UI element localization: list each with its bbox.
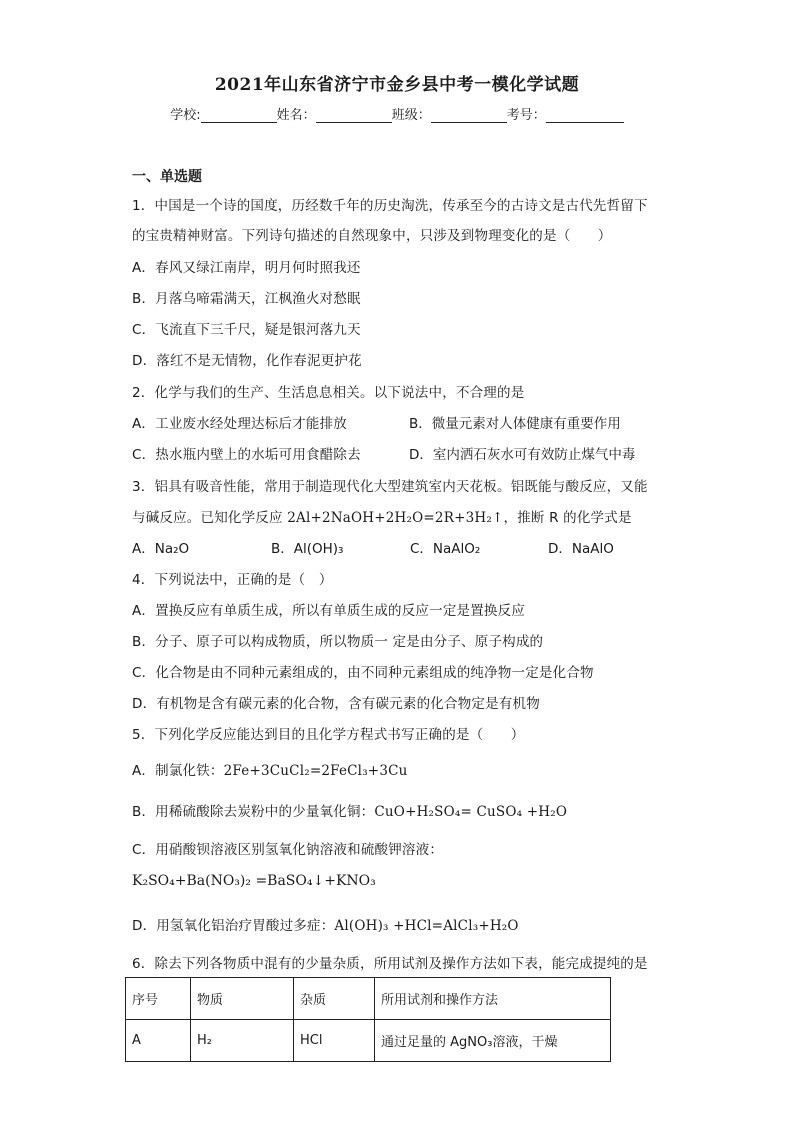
table-header-row <box>126 978 611 1020</box>
q3-equation: 2Al+2NaOH+2H₂O=2R+3H₂↑ <box>287 510 504 526</box>
table-header-cell: 物质 <box>191 978 294 1020</box>
q1-option-d: D．落红不是无情物，化作春泥更护花 <box>132 353 362 369</box>
q3-stem-line1: 3．铝具有吸音性能，常用于制造现代化大型建筑室内天花板。铝既能与酸反应，又能 <box>132 479 648 495</box>
purification-table <box>125 977 611 1062</box>
q3-stem-line2 <box>132 506 632 526</box>
q5-stem: 5．下列化学反应能达到目的且化学方程式书写正确的是（ ） <box>132 727 525 743</box>
q3-option-b: B．Al(OH)₃ <box>271 541 344 557</box>
table-cell: 通过足量的 AgNO₃溶液，干燥 <box>375 1020 611 1062</box>
table-cell: A <box>126 1020 191 1062</box>
q5-option-d-equation: Al(OH)₃ +HCl=AlCl₃+H₂O <box>334 918 519 934</box>
table-header-cell: 序号 <box>126 978 191 1020</box>
q5-option-a-equation: 2Fe+3CuCl₂=2FeCl₃+3Cu <box>223 763 408 779</box>
q2-option-b: B．微量元素对人体健康有重要作用 <box>409 416 621 432</box>
q3-stem-line2b: ，推断 R 的化学式是 <box>503 510 632 526</box>
class-label: 班级： <box>391 108 431 123</box>
table-header-cell: 杂质 <box>294 978 375 1020</box>
q3-option-d: D．NaAlO <box>548 541 614 557</box>
page-title: 2021年山东省济宁市金乡县中考一模化学试题 <box>214 75 580 95</box>
q4-stem: 4．下列说法中，正确的是（ ） <box>132 572 333 588</box>
q2-stem: 2．化学与我们的生产、生活息息相关。以下说法中，不合理的是 <box>132 385 525 401</box>
q5-option-c-label: C．用硝酸钡溶液区别氢氧化钠溶液和硫酸钾溶液： <box>132 842 444 858</box>
name-label: 姓名： <box>276 108 316 123</box>
q4-option-c: C．化合物是由不同种元素组成的，由不同种元素组成的纯净物一定是化合物 <box>132 665 594 681</box>
q5-option-a <box>132 759 408 779</box>
q4-option-a: A．置换反应有单质生成，所以有单质生成的反应一定是置换反应 <box>132 603 526 619</box>
q1-option-c: C．飞流直下三千尺，疑是银河落九天 <box>132 322 361 338</box>
table-cell: HCl <box>294 1020 375 1062</box>
q1-stem-line2: 的宝贵精神财富。下列诗句描述的自然现象中，只涉及到物理变化的是（ ） <box>132 228 612 244</box>
table-row <box>126 1020 611 1062</box>
q4-option-d: D．有机物是含有碳元素的化合物，含有碳元素的化合物定是有机物 <box>132 696 540 712</box>
name-blank <box>316 108 392 123</box>
q1-option-a: A．春风又绿江南岸，明月何时照我还 <box>132 260 361 276</box>
q5-option-b-equation: CuO+H₂SO₄= CuSO₄ +H₂O <box>374 804 568 820</box>
q1-option-b: B．月落乌啼霜满天，江枫渔火对愁眠 <box>132 291 361 307</box>
q5-option-b-label: B．用稀硫酸除去炭粉中的少量氧化铜： <box>132 804 375 820</box>
q5-option-d <box>132 914 519 934</box>
q5-option-a-label: A．制氯化铁： <box>132 763 224 779</box>
q4-option-b: B．分子、原子可以构成物质，所以物质一 定是由分子、原子构成的 <box>132 634 544 650</box>
section-heading: 一、单选题 <box>132 169 202 185</box>
q1-stem-line1: 1．中国是一个诗的国度，历经数千年的历史淘洗，传承至今的古诗文是古代先哲留下 <box>132 198 648 214</box>
student-info-row <box>0 104 794 123</box>
school-blank <box>201 108 277 123</box>
q2-option-c: C．热水瓶内壁上的水垢可用食醋除去 <box>132 447 361 463</box>
q6-stem: 6．除去下列各物质中混有的少量杂质，所用试剂及操作方法如下表，能完成提纯的是 <box>132 956 648 972</box>
school-label: 学校: <box>170 108 201 123</box>
q5-option-b <box>132 800 567 820</box>
class-blank <box>431 108 507 123</box>
number-blank <box>546 108 624 123</box>
q5-option-d-label: D．用氢氧化铝治疗胃酸过多症： <box>132 918 335 934</box>
number-label: 考号： <box>506 108 546 123</box>
q3-option-a: A．Na₂O <box>132 541 190 557</box>
table-header-cell: 所用试剂和操作方法 <box>375 978 611 1020</box>
q3-option-c: C．NaAlO₂ <box>410 541 481 557</box>
q2-option-d: D．室内洒石灰水可有效防止煤气中毒 <box>409 447 636 463</box>
q2-option-a: A．工业废水经处理达标后才能排放 <box>132 416 347 432</box>
q5-option-c-equation: K₂SO₄+Ba(NO₃)₂ =BaSO₄↓+KNO₃ <box>132 873 376 889</box>
table-cell: H₂ <box>191 1020 294 1062</box>
q3-stem-line2a: 与碱反应。已知化学反应 <box>132 510 288 526</box>
